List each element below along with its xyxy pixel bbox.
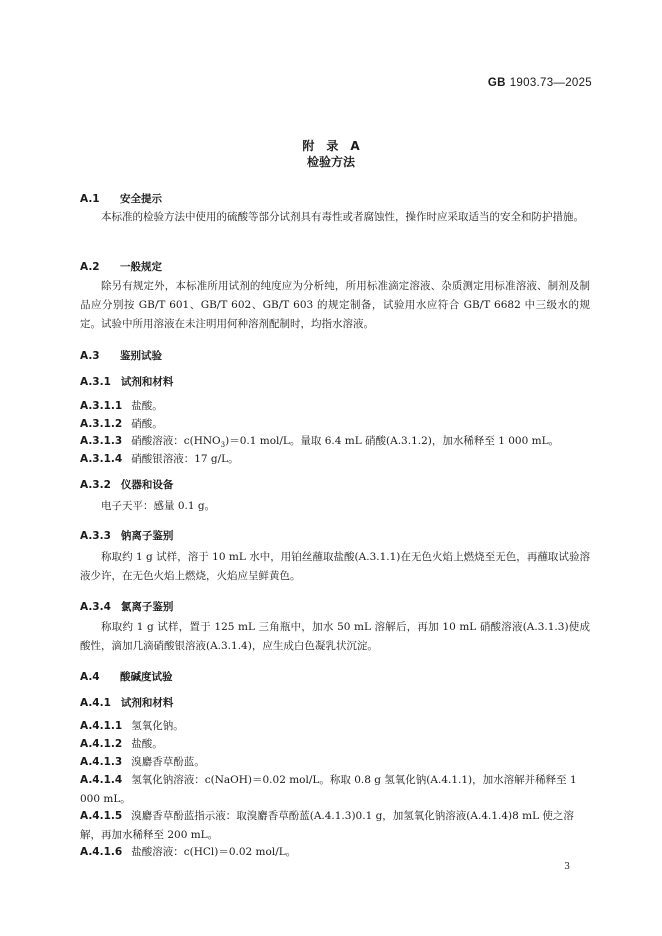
- section-number: A.3.3: [80, 530, 111, 542]
- item-number: A.4.1.3: [80, 756, 123, 768]
- item-number: A.4.1.6: [80, 846, 123, 858]
- section-number: A.1: [80, 193, 100, 205]
- heading-a32: [80, 477, 173, 492]
- section-number: A.2: [80, 261, 100, 273]
- item-number: A.4.1.4: [80, 774, 123, 786]
- item-number: A.4.1.2: [80, 738, 123, 750]
- item-text: 硝酸。: [131, 418, 163, 430]
- section-number: A.3.2: [80, 479, 111, 491]
- item-a311: [80, 397, 590, 416]
- item-text: 硝酸银溶液：17 g/L。: [131, 453, 239, 465]
- item-number: A.4.1.1: [80, 720, 123, 732]
- item-number: A.4.1.5: [80, 810, 123, 822]
- section-number: A.4.1: [80, 697, 111, 709]
- item-text: 氢氧化钠。: [131, 720, 184, 732]
- heading-a4: [80, 669, 173, 684]
- section-title: 试剂和材料: [120, 376, 174, 388]
- paragraph-a34: 称取约 1 g 试样，置于 125 mL 三角瓶中，加水 50 mL 溶解后，再加 10 mL 硝酸溶液(A.3.1.3)使成酸性，滴加几滴硝酸银溶液(A.3.1.4)，应生成白色凝乳状沉淀。: [80, 621, 590, 652]
- item-text: 氢氧化钠溶液：c(NaOH)＝0.02 mol/L。称取 0.8 g 氢氧化钠(A.4.1.1)，加水溶解并稀释至 1 000 mL。: [80, 774, 577, 805]
- item-text: 盐酸。: [131, 400, 163, 412]
- paragraph-a32: 电子天平：感量 0.1 g。: [101, 500, 216, 512]
- page-number: 3: [564, 862, 570, 872]
- section-title: 一般规定: [120, 261, 162, 273]
- heading-a1: [80, 191, 162, 206]
- section-title: 酸碱度试验: [120, 671, 173, 683]
- item-number: A.3.1.4: [80, 453, 123, 465]
- section-number: A.3.4: [80, 601, 111, 613]
- item-text: 盐酸。: [131, 738, 163, 750]
- heading-a31: [80, 374, 173, 389]
- item-number: A.3.1.1: [80, 400, 123, 412]
- standard-number: [488, 77, 592, 89]
- item-a414: [80, 771, 590, 809]
- heading-a3: [80, 348, 162, 363]
- heading-a33: [80, 528, 173, 543]
- item-text: 溴麝香草酚蓝。: [131, 756, 205, 768]
- section-title: 钠离子鉴别: [120, 530, 174, 542]
- heading-a34: [80, 599, 173, 614]
- paragraph-a33: 称取约 1 g 试样，溶于 10 mL 水中，用铂丝蘸取盐酸(A.3.1.1)在无色火焰上燃烧至无色，再蘸取试验溶液少许，在无色火焰上燃烧，火焰应呈鲜黄色。: [80, 551, 590, 582]
- item-text-continued: )＝0.1 mol/L。量取 6.4 mL 硝酸(A.3.1.2)，加水稀释至 1 000 mL。: [225, 435, 560, 447]
- subscript: 3: [220, 441, 226, 450]
- item-a412: [80, 735, 590, 754]
- heading-a2: [80, 259, 162, 274]
- item-text: 盐酸溶液：c(HCl)＝0.02 mol/L。: [131, 846, 297, 858]
- item-a415: [80, 807, 590, 845]
- item-number: A.3.1.3: [80, 435, 123, 447]
- appendix-label: 附 录 A: [302, 139, 360, 153]
- section-title: 安全提示: [120, 193, 162, 205]
- section-number: A.3: [80, 350, 100, 362]
- item-a416: [80, 843, 590, 862]
- standard-code: 1903.73—2025: [509, 77, 592, 89]
- section-title: 试剂和材料: [120, 697, 174, 709]
- item-number: A.3.1.2: [80, 418, 123, 430]
- section-title: 氯离子鉴别: [120, 601, 174, 613]
- section-title: 鉴别试验: [120, 350, 162, 362]
- section-title: 仪器和设备: [120, 479, 174, 491]
- item-a411: [80, 717, 590, 736]
- section-number: A.3.1: [80, 376, 111, 388]
- paragraph-a2: 除另有规定外，本标准所用试剂的纯度应为分析纯，所用标准滴定溶液、杂质测定用标准溶液、制剂及制品应分别按 GB/T 601、GB/T 602、GB/T 603 的规定制备，试验用水应符合 GB/T 6682 中三级水的规定。试验中所用溶液在未注明用何种溶剂配制时，均指水溶液。: [80, 280, 590, 330]
- paragraph-a1: 本标准的检验方法中使用的硫酸等部分试剂具有毒性或者腐蚀性，操作时应采取适当的安全和防护措施。: [101, 211, 584, 223]
- heading-a41: [80, 695, 173, 710]
- item-a314: [80, 450, 590, 469]
- appendix-title: 检验方法: [306, 155, 355, 169]
- item-a413: [80, 753, 590, 772]
- standard-prefix: GB: [487, 77, 506, 89]
- item-text: 硝酸溶液：c(HNO: [131, 435, 221, 447]
- item-text: 溴麝香草酚蓝指示液：取溴麝香草酚蓝(A.4.1.3)0.1 g，加氢氧化钠溶液(A.4.1.4)8 mL 使之溶解，再加水稀释至 200 mL。: [80, 810, 574, 841]
- section-number: A.4: [80, 671, 100, 683]
